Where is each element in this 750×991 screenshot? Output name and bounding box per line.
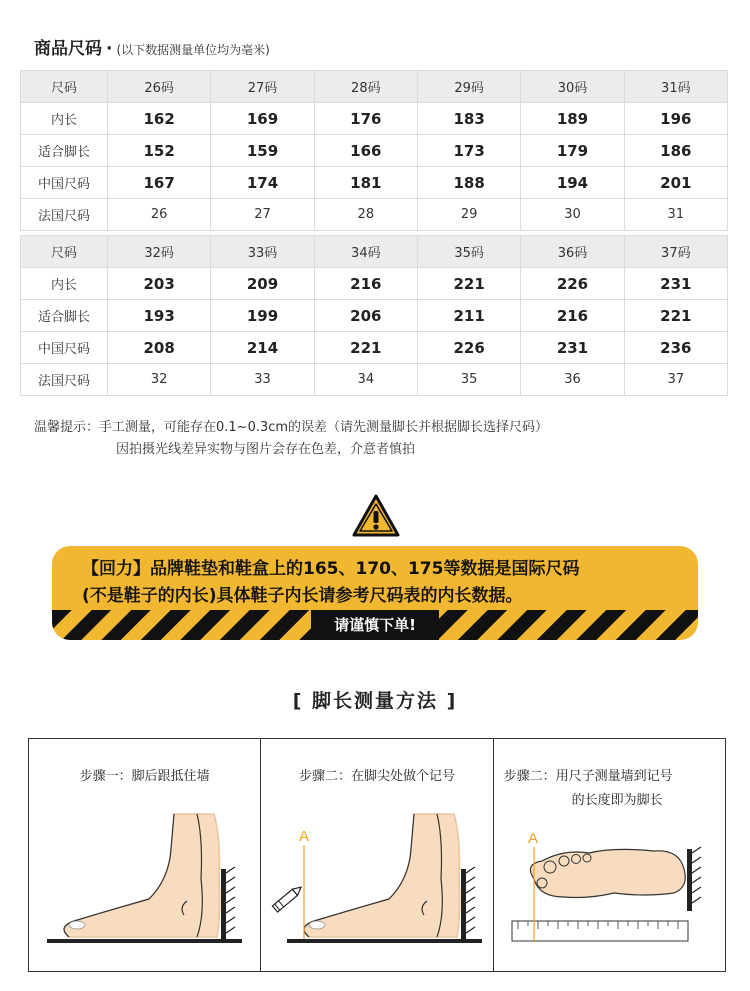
table-cell: 37 bbox=[624, 364, 727, 396]
step-panel-2 bbox=[261, 739, 493, 971]
table-cell: 29 bbox=[417, 199, 520, 231]
header-cell: 26码 bbox=[108, 71, 211, 103]
table-cell: 236 bbox=[624, 332, 727, 364]
table-cell: 31 bbox=[624, 199, 727, 231]
banner-line-1: 【回力】品牌鞋垫和鞋盒上的165、170、175等数据是国际尺码 bbox=[82, 559, 580, 579]
table-cell: 159 bbox=[211, 135, 314, 167]
ruler-measure-illustration bbox=[494, 809, 725, 971]
header-cell: 33码 bbox=[211, 236, 314, 268]
header-cell: 28码 bbox=[314, 71, 417, 103]
tip-line-2: 因拍摄光线差异实物与图片会存在色差，介意者慎拍 bbox=[116, 442, 416, 457]
header-cell: 27码 bbox=[211, 71, 314, 103]
table-cell: 28 bbox=[314, 199, 417, 231]
table-cell: 216 bbox=[521, 300, 624, 332]
header-cell: 35码 bbox=[417, 236, 520, 268]
table-header-row bbox=[21, 71, 728, 103]
row-label: 内长 bbox=[21, 103, 108, 135]
size-table-1 bbox=[20, 70, 728, 231]
table-cell: 193 bbox=[108, 300, 211, 332]
step-panel-1 bbox=[29, 739, 261, 971]
table-cell: 196 bbox=[624, 103, 727, 135]
step-2-text: 步骤二：在脚尖处做个记号 bbox=[298, 769, 455, 784]
table-cell: 183 bbox=[417, 103, 520, 135]
table-cell: 206 bbox=[314, 300, 417, 332]
table-cell: 203 bbox=[108, 268, 211, 300]
table-cell: 231 bbox=[521, 332, 624, 364]
table-row bbox=[21, 199, 728, 231]
banner-text bbox=[82, 556, 579, 610]
table-cell: 33 bbox=[211, 364, 314, 396]
step-3-line-1: 步骤二：用尺子测量墙到记号 bbox=[503, 769, 673, 784]
table-cell: 194 bbox=[521, 167, 624, 199]
table-cell: 167 bbox=[108, 167, 211, 199]
size-table-2 bbox=[20, 235, 728, 396]
table-cell: 208 bbox=[108, 332, 211, 364]
table-cell: 221 bbox=[624, 300, 727, 332]
table-cell: 199 bbox=[211, 300, 314, 332]
header-cell: 37码 bbox=[624, 236, 727, 268]
mark-a-label-ruler: A bbox=[527, 830, 538, 847]
table-cell: 226 bbox=[417, 332, 520, 364]
unit-note: (以下数据测量单位均为毫米) bbox=[116, 43, 270, 57]
table-cell: 214 bbox=[211, 332, 314, 364]
table-cell: 26 bbox=[108, 199, 211, 231]
table-row bbox=[21, 300, 728, 332]
table-header-row bbox=[21, 236, 728, 268]
table-cell: 166 bbox=[314, 135, 417, 167]
size-chart-title bbox=[34, 34, 270, 59]
row-label: 中国尺码 bbox=[21, 332, 108, 364]
pencil-icon bbox=[273, 884, 304, 912]
table-cell: 189 bbox=[521, 103, 624, 135]
table-cell: 173 bbox=[417, 135, 520, 167]
header-cell: 30码 bbox=[521, 71, 624, 103]
table-cell: 27 bbox=[211, 199, 314, 231]
title-dot: · bbox=[106, 39, 113, 59]
table-cell: 176 bbox=[314, 103, 417, 135]
banner-line-2: (不是鞋子的内长)具体鞋子内长请参考尺码表的内长数据。 bbox=[82, 586, 523, 606]
caution-label: 请谨慎下单! bbox=[311, 610, 439, 640]
header-cell: 31码 bbox=[624, 71, 727, 103]
foot-against-wall-illustration bbox=[29, 809, 260, 971]
row-label: 适合脚长 bbox=[21, 300, 108, 332]
table-cell: 231 bbox=[624, 268, 727, 300]
header-cell: 36码 bbox=[521, 236, 624, 268]
table-cell: 30 bbox=[521, 199, 624, 231]
table-cell: 186 bbox=[624, 135, 727, 167]
caution-banner bbox=[52, 546, 698, 640]
page-title: 商品尺码 bbox=[34, 39, 102, 59]
row-label: 内长 bbox=[21, 268, 108, 300]
table-row bbox=[21, 167, 728, 199]
table-cell: 169 bbox=[211, 103, 314, 135]
measurement-steps bbox=[28, 738, 726, 972]
table-row bbox=[21, 332, 728, 364]
header-cell: 34码 bbox=[314, 236, 417, 268]
table-cell: 179 bbox=[521, 135, 624, 167]
step-3-line-2: 的长度即为脚长 bbox=[571, 793, 663, 808]
method-title: [ 脚长测量方法 ] bbox=[292, 690, 458, 712]
header-cell: 尺码 bbox=[21, 71, 108, 103]
row-label: 中国尺码 bbox=[21, 167, 108, 199]
table-row bbox=[21, 364, 728, 396]
table-cell: 32 bbox=[108, 364, 211, 396]
table-cell: 211 bbox=[417, 300, 520, 332]
measurement-tip bbox=[34, 417, 548, 461]
row-label: 适合脚长 bbox=[21, 135, 108, 167]
row-label: 法国尺码 bbox=[21, 364, 108, 396]
table-cell: 34 bbox=[314, 364, 417, 396]
table-cell: 174 bbox=[211, 167, 314, 199]
table-cell: 162 bbox=[108, 103, 211, 135]
foot-mark-illustration bbox=[261, 809, 492, 971]
table-cell: 221 bbox=[314, 332, 417, 364]
header-cell: 尺码 bbox=[21, 236, 108, 268]
header-cell: 32码 bbox=[108, 236, 211, 268]
table-cell: 209 bbox=[211, 268, 314, 300]
header-cell: 29码 bbox=[417, 71, 520, 103]
step-1-text: 步骤一：脚后跟抵住墙 bbox=[79, 769, 210, 784]
step-panel-3 bbox=[494, 739, 725, 971]
table-row bbox=[21, 103, 728, 135]
tip-line-1: 温馨提示：手工测量，可能存在0.1~0.3cm的误差（请先测量脚长并根据脚长选择尺码） bbox=[34, 420, 549, 435]
row-label: 法国尺码 bbox=[21, 199, 108, 231]
warning-icon bbox=[352, 494, 400, 538]
table-cell: 188 bbox=[417, 167, 520, 199]
table-cell: 35 bbox=[417, 364, 520, 396]
step-3-text bbox=[504, 765, 735, 813]
mark-a-label: A bbox=[299, 828, 310, 845]
table-cell: 226 bbox=[521, 268, 624, 300]
table-cell: 181 bbox=[314, 167, 417, 199]
table-cell: 36 bbox=[521, 364, 624, 396]
table-cell: 152 bbox=[108, 135, 211, 167]
table-cell: 216 bbox=[314, 268, 417, 300]
table-cell: 221 bbox=[417, 268, 520, 300]
table-row bbox=[21, 135, 728, 167]
table-row bbox=[21, 268, 728, 300]
table-cell: 201 bbox=[624, 167, 727, 199]
